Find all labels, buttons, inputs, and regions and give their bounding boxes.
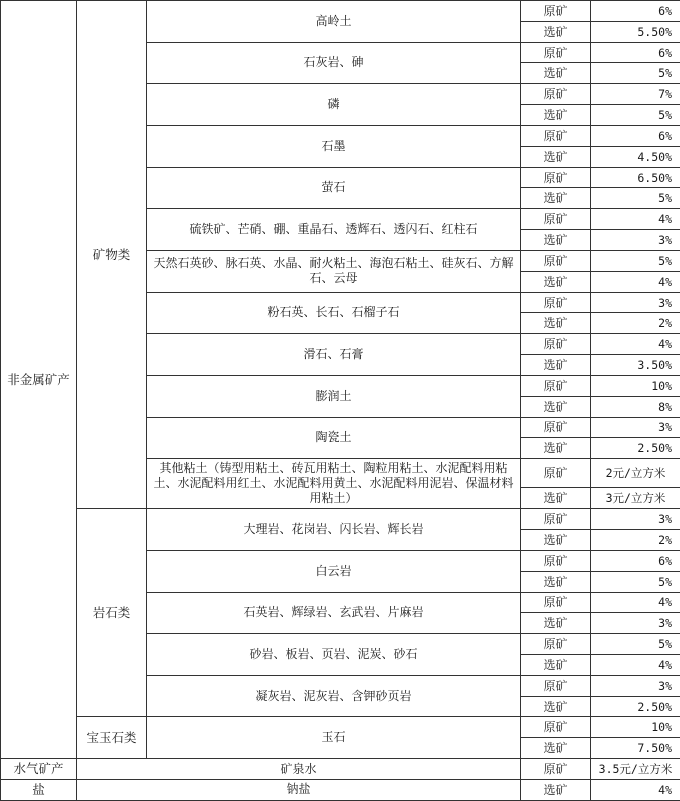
rate-dressed: 3% xyxy=(591,613,680,634)
ore-type-dressed: 选矿 xyxy=(521,438,591,459)
rate-dressed: 8% xyxy=(591,396,680,417)
rate-raw: 3% xyxy=(591,417,680,438)
mineral-name: 玉石 xyxy=(147,717,521,759)
rate-raw: 10% xyxy=(591,717,680,738)
ore-type-raw: 原矿 xyxy=(521,509,591,530)
rate-dressed: 4% xyxy=(591,655,680,676)
ore-type-raw: 原矿 xyxy=(521,125,591,146)
ore-type-raw: 原矿 xyxy=(521,1,591,22)
ore-type-dressed: 选矿 xyxy=(521,396,591,417)
rate-raw: 6% xyxy=(591,42,680,63)
ore-type-raw: 原矿 xyxy=(521,459,591,488)
rate-raw: 2元/立方米 xyxy=(591,459,680,488)
ore-type-dressed: 选矿 xyxy=(521,696,591,717)
rate-dressed: 4% xyxy=(591,271,680,292)
ore-type-dressed: 选矿 xyxy=(521,146,591,167)
rate-raw: 7% xyxy=(591,84,680,105)
rate: 3.5元/立方米 xyxy=(591,759,680,780)
ore-type-dressed: 选矿 xyxy=(521,571,591,592)
rate-dressed: 2% xyxy=(591,530,680,551)
ore-type-raw: 原矿 xyxy=(521,250,591,271)
ore-type-raw: 原矿 xyxy=(521,42,591,63)
mineral-name: 高岭土 xyxy=(147,1,521,43)
rate-dressed: 4.50% xyxy=(591,146,680,167)
ore-type-raw: 原矿 xyxy=(521,84,591,105)
ore-type-raw: 原矿 xyxy=(521,209,591,230)
ore-type-raw: 原矿 xyxy=(521,334,591,355)
ore-type-raw: 原矿 xyxy=(521,634,591,655)
mineral-name: 滑石、石膏 xyxy=(147,334,521,376)
category-water: 水气矿产 xyxy=(1,759,77,780)
ore-type: 选矿 xyxy=(521,779,591,800)
mineral-name: 凝灰岩、泥灰岩、含钾砂页岩 xyxy=(147,675,521,717)
ore-type-dressed: 选矿 xyxy=(521,355,591,376)
subcategory-minerals: 矿物类 xyxy=(77,1,147,509)
ore-type-dressed: 选矿 xyxy=(521,738,591,759)
rate-dressed: 7.50% xyxy=(591,738,680,759)
table-row-water xyxy=(1,759,680,780)
mineral-name: 磷 xyxy=(147,84,521,126)
rate-dressed: 5% xyxy=(591,63,680,84)
rate-dressed: 3% xyxy=(591,230,680,251)
mineral-name: 粉石英、长石、石榴子石 xyxy=(147,292,521,334)
ore-type-raw: 原矿 xyxy=(521,592,591,613)
rate-raw: 4% xyxy=(591,592,680,613)
ore-type-raw: 原矿 xyxy=(521,717,591,738)
ore-type-dressed: 选矿 xyxy=(521,655,591,676)
ore-type-dressed: 选矿 xyxy=(521,105,591,126)
rate-raw: 3% xyxy=(591,509,680,530)
rate-dressed: 5% xyxy=(591,188,680,209)
ore-type: 原矿 xyxy=(521,759,591,780)
mineral-name: 天然石英砂、脉石英、水晶、耐火粘土、海泡石粘土、硅灰石、方解石、云母 xyxy=(147,250,521,292)
category-salt: 盐 xyxy=(1,779,77,800)
rate-raw: 5% xyxy=(591,250,680,271)
rate-dressed: 3元/立方米 xyxy=(591,488,680,509)
ore-type-raw: 原矿 xyxy=(521,550,591,571)
ore-type-dressed: 选矿 xyxy=(521,530,591,551)
subcategory-rocks: 岩石类 xyxy=(77,509,147,717)
ore-type-raw: 原矿 xyxy=(521,375,591,396)
mineral-name: 白云岩 xyxy=(147,550,521,592)
mineral-name: 硫铁矿、芒硝、硼、重晶石、透辉石、透闪石、红柱石 xyxy=(147,209,521,251)
table-row-salt xyxy=(1,779,680,800)
mineral-name: 膨润土 xyxy=(147,375,521,417)
table-row xyxy=(1,509,680,530)
ore-type-dressed: 选矿 xyxy=(521,63,591,84)
subcategory-gems: 宝玉石类 xyxy=(77,717,147,759)
mineral-name: 钠盐 xyxy=(77,779,521,800)
ore-type-raw: 原矿 xyxy=(521,292,591,313)
rate-raw: 5% xyxy=(591,634,680,655)
rate-dressed: 5% xyxy=(591,571,680,592)
ore-type-dressed: 选矿 xyxy=(521,313,591,334)
rate: 4% xyxy=(591,779,680,800)
rate-raw: 6% xyxy=(591,550,680,571)
rate-raw: 6% xyxy=(591,125,680,146)
ore-type-raw: 原矿 xyxy=(521,675,591,696)
ore-type-dressed: 选矿 xyxy=(521,188,591,209)
rate-dressed: 3.50% xyxy=(591,355,680,376)
rate-dressed: 5% xyxy=(591,105,680,126)
rate-raw: 3% xyxy=(591,292,680,313)
mineral-name: 矿泉水 xyxy=(77,759,521,780)
table-row xyxy=(1,717,680,738)
table-body xyxy=(1,1,680,801)
rate-raw: 4% xyxy=(591,209,680,230)
rate-raw: 10% xyxy=(591,375,680,396)
mineral-name: 石英岩、辉绿岩、玄武岩、片麻岩 xyxy=(147,592,521,634)
table-row xyxy=(1,1,680,22)
mineral-name: 其他粘土（铸型用粘土、砖瓦用粘土、陶粒用粘土、水泥配料用粘土、水泥配料用红土、水泥配料用黄土、水泥配料用泥岩、保温材料用粘土） xyxy=(147,459,521,509)
ore-type-raw: 原矿 xyxy=(521,167,591,188)
rate-dressed: 2.50% xyxy=(591,438,680,459)
mineral-name: 石墨 xyxy=(147,125,521,167)
ore-type-dressed: 选矿 xyxy=(521,488,591,509)
rate-dressed: 2% xyxy=(591,313,680,334)
mineral-name: 陶瓷土 xyxy=(147,417,521,459)
mineral-name: 大理岩、花岗岩、闪长岩、辉长岩 xyxy=(147,509,521,551)
rate-dressed: 5.50% xyxy=(591,21,680,42)
category-nonmetal: 非金属矿产 xyxy=(1,1,77,759)
rate-raw: 4% xyxy=(591,334,680,355)
mineral-name: 石灰岩、砷 xyxy=(147,42,521,84)
rate-dressed: 2.50% xyxy=(591,696,680,717)
rate-raw: 3% xyxy=(591,675,680,696)
rate-raw: 6.50% xyxy=(591,167,680,188)
mineral-name: 萤石 xyxy=(147,167,521,209)
mineral-name: 砂岩、板岩、页岩、泥炭、砂石 xyxy=(147,634,521,676)
ore-type-dressed: 选矿 xyxy=(521,271,591,292)
rate-raw: 6% xyxy=(591,1,680,22)
ore-type-dressed: 选矿 xyxy=(521,230,591,251)
ore-type-dressed: 选矿 xyxy=(521,613,591,634)
ore-type-dressed: 选矿 xyxy=(521,21,591,42)
ore-type-raw: 原矿 xyxy=(521,417,591,438)
